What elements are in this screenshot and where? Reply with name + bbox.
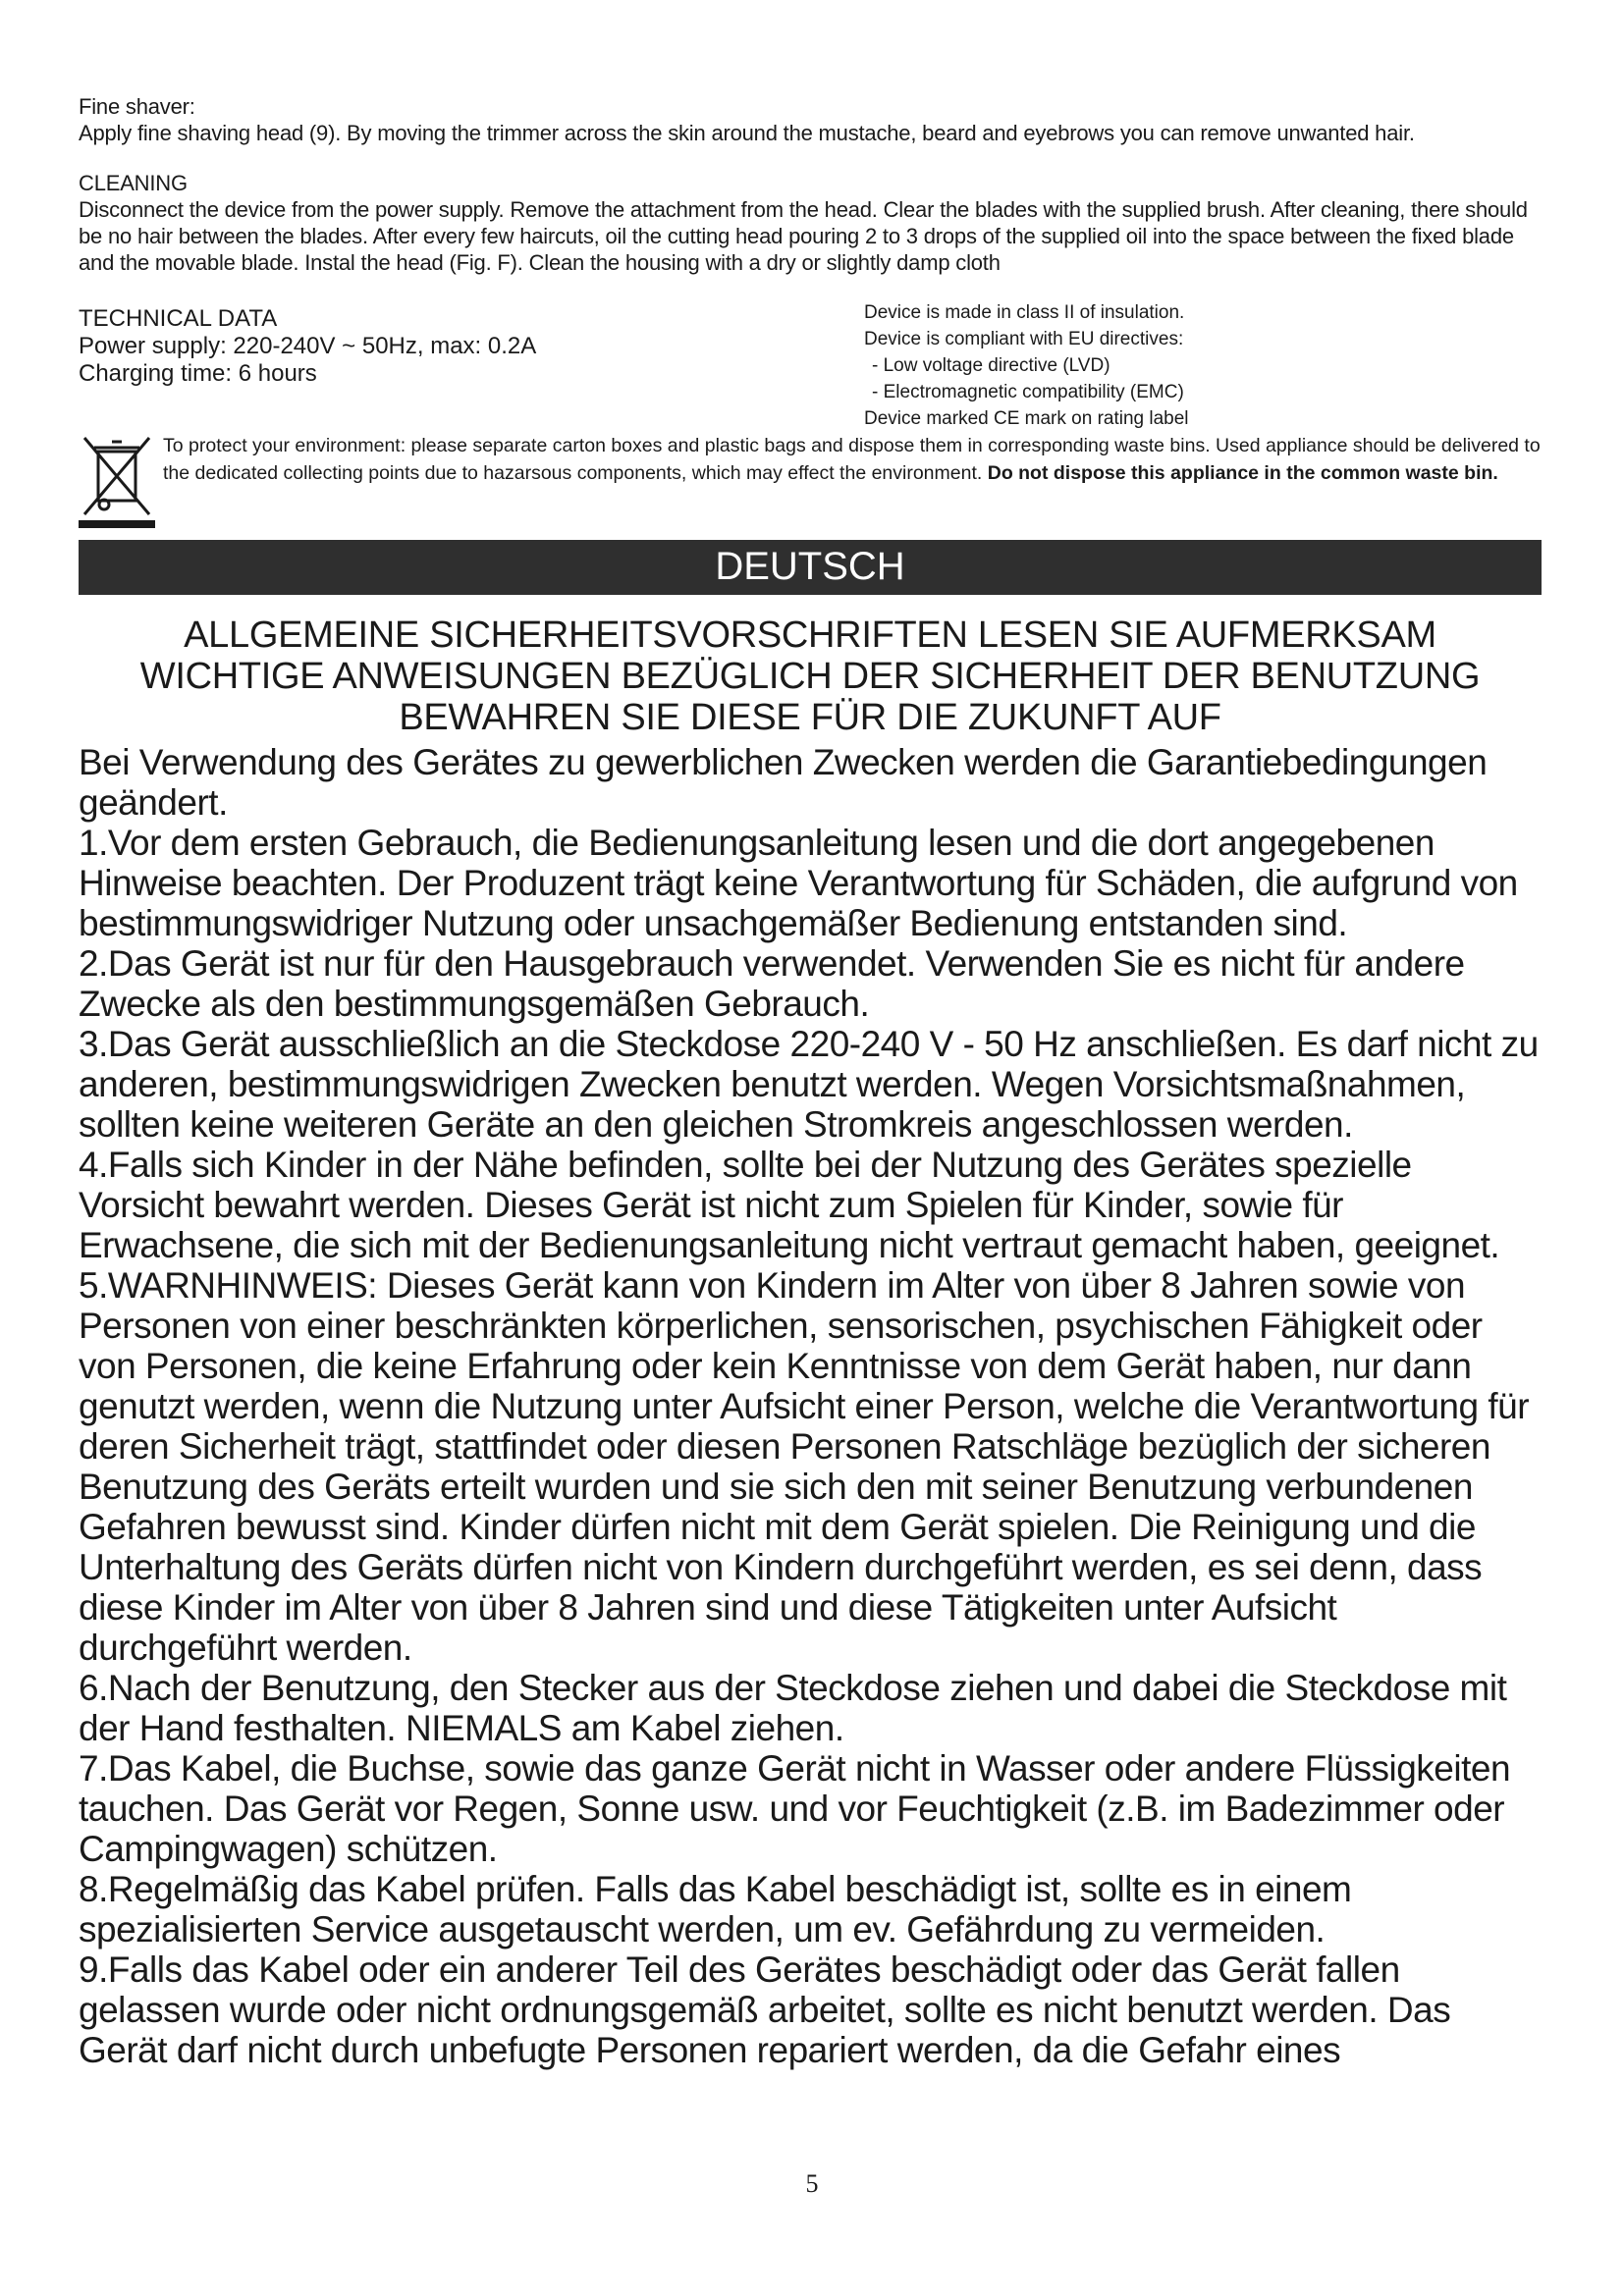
environment-warning-1: Do not dispose this appliance in <box>987 462 1281 484</box>
manual-page <box>79 93 1542 2070</box>
emc-line: - Electromagnetic compatibility (EMC) <box>872 382 1184 402</box>
list-item: 6.Nach der Benutzung, den Stecker aus der Steckdose ziehen und dabei die Steckdose mit der Hand festhalten. NIEMALS am Kabel ziehen. <box>79 1668 1507 1748</box>
technical-data-title: TECHNICAL DATA <box>79 305 278 332</box>
intro-paragraph: Bei Verwendung des Gerätes zu gewerblichen Zwecken werden die Garantiebedingungen geändert. <box>79 742 1488 823</box>
page-number: 5 <box>805 2169 819 2198</box>
charging-time-line: Charging time: 6 hours <box>79 360 317 387</box>
cleaning-title: CLEANING <box>79 171 188 195</box>
fine-shaver-section <box>79 93 1542 146</box>
list-item: 3.Das Gerät ausschließlich an die Steckdose 220-240 V - 50 Hz anschließen. Es darf nicht zu anderen, bestimmungswidrigen Zwecken benutzt werden. Wegen Vorsichtsmaßnahmen, sollten keine weiteren Geräte an den gleichen Stromkreis angeschlossen werden. <box>79 1024 1539 1145</box>
ce-mark-line: Device marked CE mark on rating label <box>864 408 1189 429</box>
crossed-out-wheelie-bin-icon <box>79 432 155 528</box>
eu-directives-line: Device is compliant with EU directives: <box>864 329 1184 349</box>
list-item: 5.WARNHINWEIS: Dieses Gerät kann von Kindern im Alter von über 8 Jahren sowie von Personen von einer beschränkten körperlichen, sensorischen, psychischen Fähigkeit oder von Personen, die keine Erfahrung oder kein Kenntnisse von dem Gerät haben, nur dann genutzt werden, wenn die Nutzung unter Aufsicht einer Person, welche die Verantwortung für deren Sicherheit trägt, stattfindet oder diesen Personen Ratschläge bezüglich der sicheren Benutzung des Geräts erteilt wurden und sie sich den mit seiner Benutzung verbundenen Gefahren bewusst sind. Kinder dürfen nicht mit dem Gerät spielen. Die Reinigung und die Unterhaltung des Geräts dürfen nicht von Kindern durchgeführt werden, es sei denn, dass diese Kinder im Alter von über 8 Jahren sind und diese Tätigkeiten unter Aufsicht durchgeführt werden. <box>79 1265 1530 1668</box>
technical-data-section <box>79 299 1542 432</box>
fine-shaver-text: Apply fine shaving head (9). By moving the trimmer across the skin around the mustache, beard and eyebrows you can remove unwanted hair. <box>79 121 1415 145</box>
insulation-class-line: Device is made in class II of insulation. <box>864 302 1185 323</box>
environment-note: To protect your environment: please separate carton boxes and plastic bags and dispose them in corresponding waste bins. Used appliance should be delivered to the dedicated collecting points due to hazarsous components, which may effect the environment. <box>163 435 1541 484</box>
power-supply-line: Power supply: 220-240V ~ 50Hz, max: 0.2A <box>79 333 537 359</box>
environment-text <box>163 432 1542 487</box>
cleaning-text: Disconnect the device from the power supply. Remove the attachment from the head. Clear the blades with the supplied brush. After cleaning, there should be no hair between the blades. After every few haircuts, oil the cutting head pouring 2 to 3 drops of the supplied oil into the space between the fixed blade and the movable blade. Instal the head (Fig. F). Clean the housing with a dry or slightly damp cloth <box>79 197 1528 275</box>
safety-heading: ALLGEMEINE SICHERHEITSVORSCHRIFTEN LESEN SIE AUFMERKSAM WICHTIGE ANWEISUNGEN BEZÜGLICH DER SICHERHEIT DER BENUTZUNG BEWAHREN SIE DIESE FÜR DIE ZUKUNFT AUF <box>139 614 1481 738</box>
list-item: 7.Das Kabel, die Buchse, sowie das ganze Gerät nicht in Wasser oder andere Flüssigkeiten tauchen. Das Gerät vor Regen, Sonne usw. und vor Feuchtigkeit (z.B. im Badezimmer oder Campingwagen) schützen. <box>79 1748 1511 1869</box>
environment-warning-2: the common waste bin. <box>1286 462 1498 484</box>
language-banner: DEUTSCH <box>79 540 1542 595</box>
list-item: 1.Vor dem ersten Gebrauch, die Bedienungsanleitung lesen und die dort angegebenen Hinweise beachten. Der Produzent trägt keine Verantwortung für Schäden, die aufgrund von bestimmungswidriger Nutzung oder unsachgemäßer Bedienung entstanden sind. <box>79 823 1518 943</box>
list-item: 2.Das Gerät ist nur für den Hausgebrauch verwendet. Verwenden Sie es nicht für andere Zwecke als den bestimmungsgemäßen Gebrauch. <box>79 943 1465 1024</box>
list-item: 8.Regelmäßig das Kabel prüfen. Falls das Kabel beschädigt ist, sollte es in einem spezialisierten Service ausgetauscht werden, um ev. Gefährdung zu vermeiden. <box>79 1869 1352 1949</box>
environment-section <box>79 432 1542 538</box>
compliance-info <box>864 299 1375 432</box>
lvd-line: - Low voltage directive (LVD) <box>872 355 1110 376</box>
technical-data-left <box>79 305 687 388</box>
fine-shaver-title: Fine shaver: <box>79 94 195 119</box>
cleaning-section <box>79 170 1542 276</box>
safety-instructions <box>79 742 1542 2070</box>
list-item: 9.Falls das Kabel oder ein anderer Teil des Gerätes beschädigt oder das Gerät fallen gelassen wurde oder nicht ordnungsgemäß arbeitet, sollte es nicht benutzt werden. Das Gerät darf nicht durch unbefugte Personen repariert werden, da die Gefahr eines <box>79 1949 1451 2070</box>
list-item: 4.Falls sich Kinder in der Nähe befinden, sollte bei der Nutzung des Gerätes spezielle Vorsicht bewahrt werden. Dieses Gerät ist nicht zum Spielen für Kinder, sowie für Erwachsene, die sich mit der Bedienungsanleitung nicht vertraut gemacht haben, geeignet. <box>79 1145 1500 1265</box>
